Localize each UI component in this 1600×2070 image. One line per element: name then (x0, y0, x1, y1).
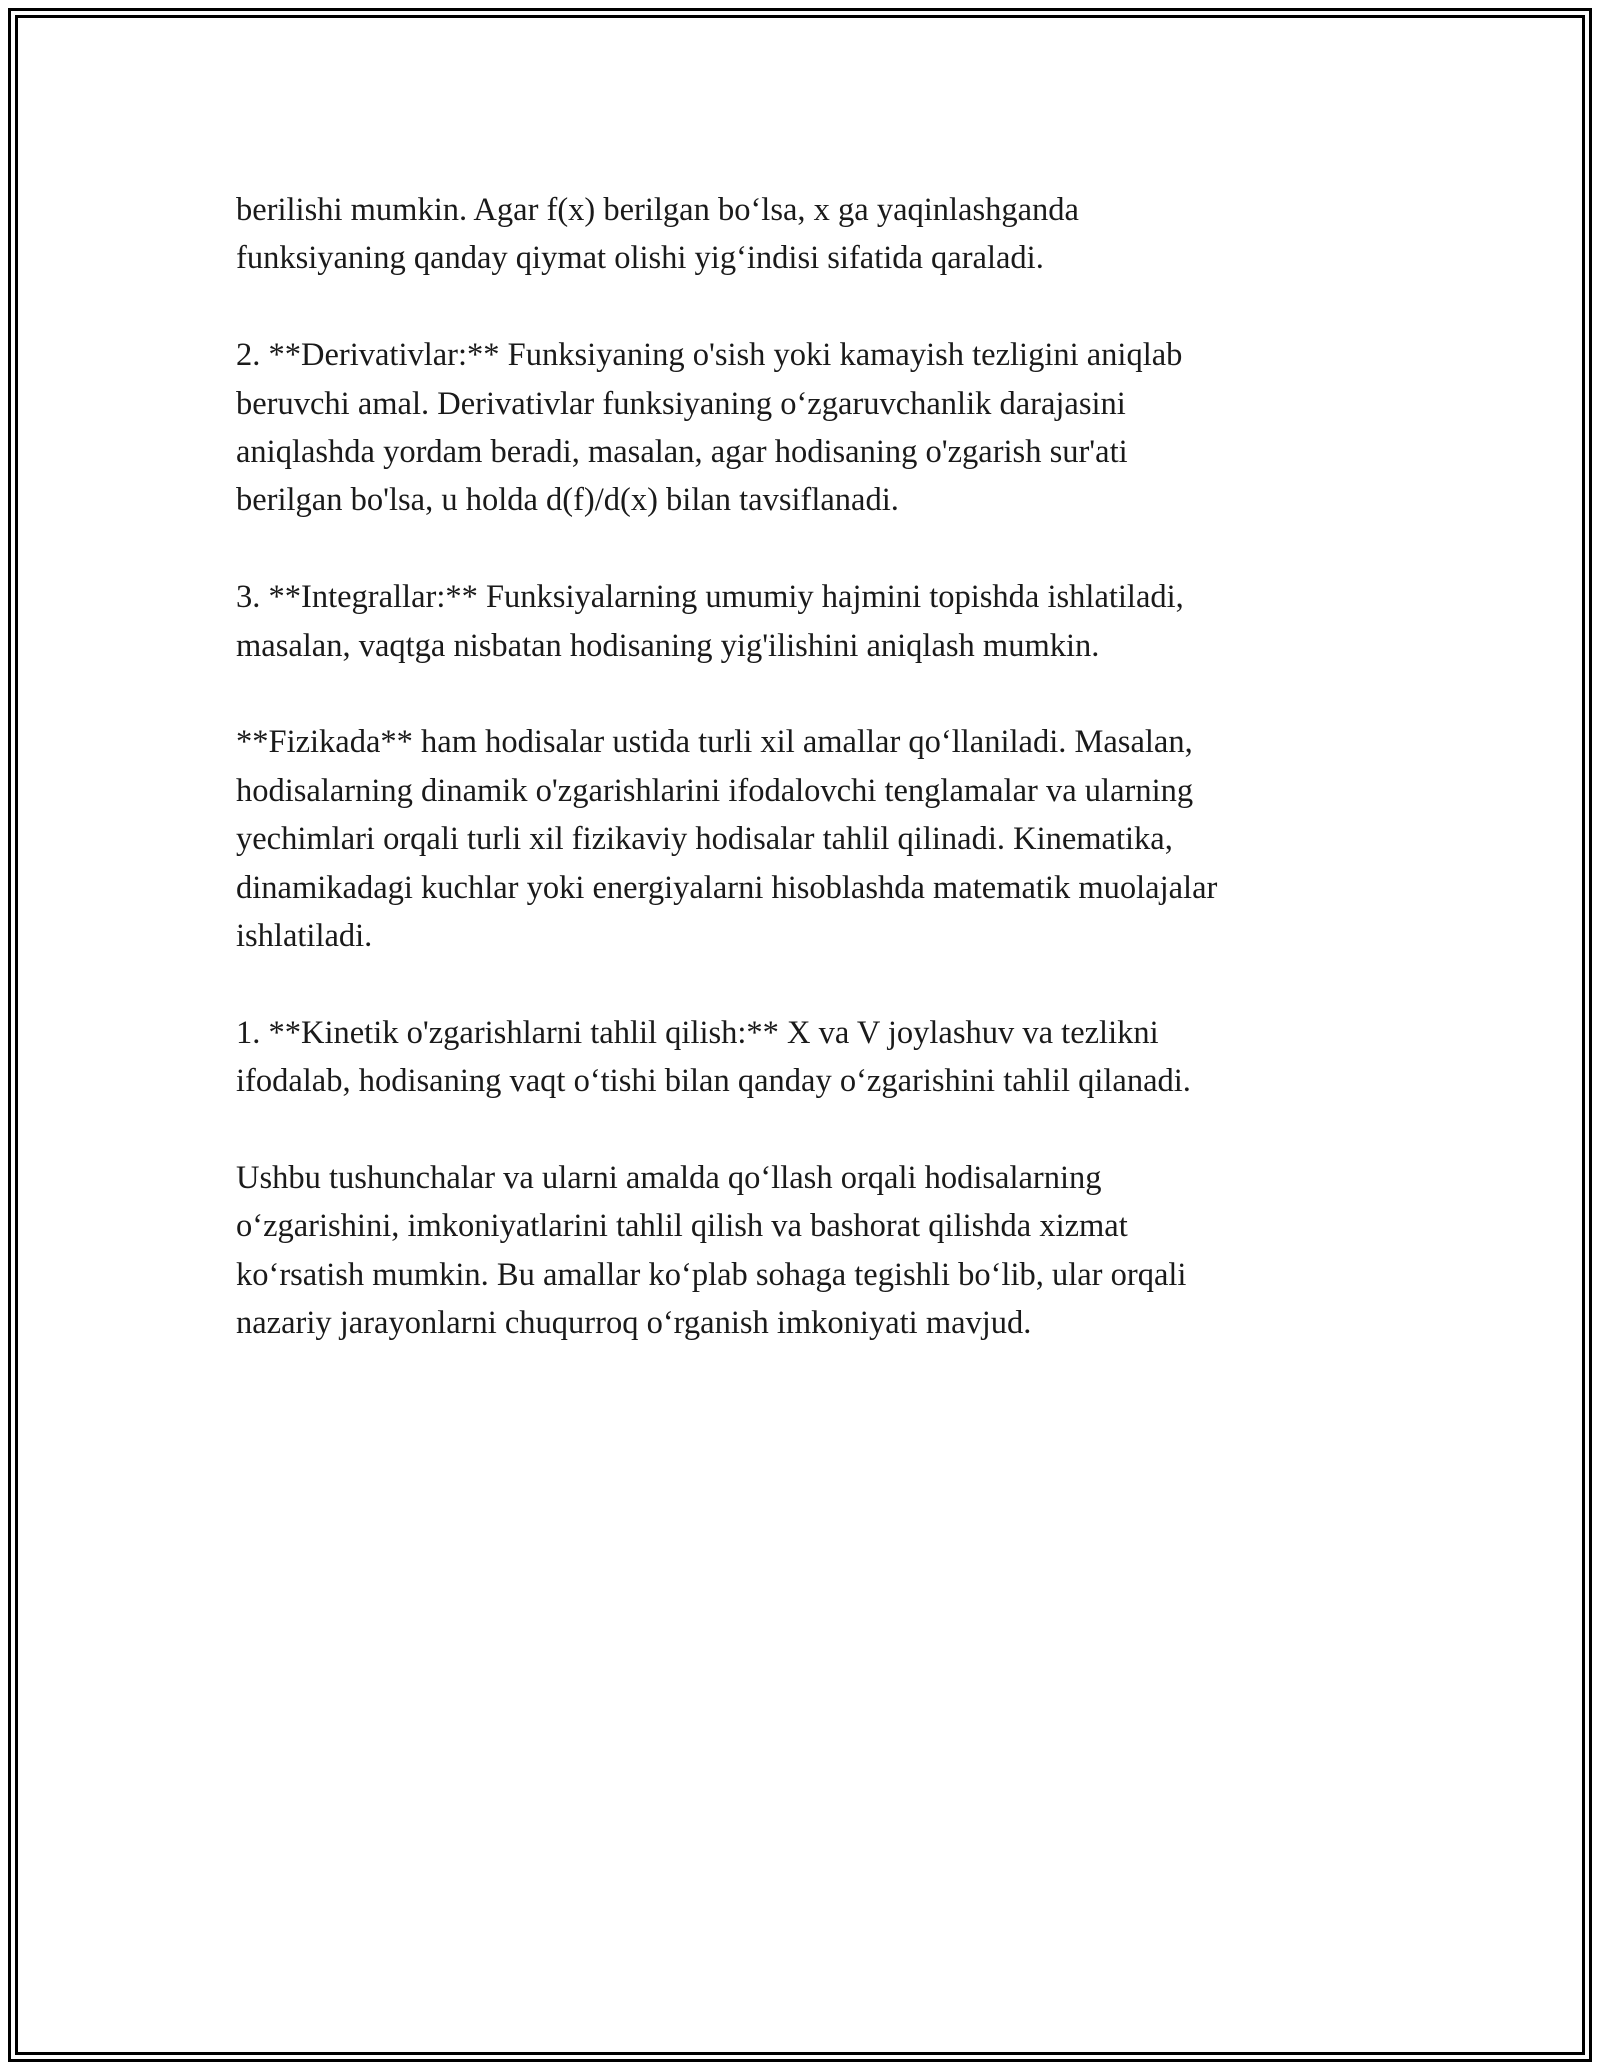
text-line: masalan, vaqtga nisbatan hodisaning yig'ilishini aniqlash mumkin. (236, 627, 1100, 664)
text-line: ko‘rsatish mumkin. Bu amallar ko‘plab sohaga tegishli bo‘lib, ular orqali (236, 1256, 1187, 1293)
text-line: dinamikadagi kuchlar yoki energiyalarni hisoblashda matematik muolajalar (236, 869, 1218, 906)
paragraph-derivatives (236, 331, 1366, 525)
text-line: funksiyaning qanday qiymat olishi yig‘indisi sifatida qaraladi. (236, 240, 1044, 277)
paragraph-kinetic (236, 1009, 1366, 1106)
paragraph-integrals (236, 573, 1366, 670)
text-line: 1. **Kinetik o'zgarishlarni tahlil qilish:** X va V joylashuv va tezlikni (236, 1014, 1159, 1051)
paragraph-conclusion (236, 1154, 1366, 1348)
text-line: berilishi mumkin. Agar f(x) berilgan bo‘lsa, x ga yaqinlashganda (236, 192, 1079, 228)
text-line: nazariy jarayonlarni chuqurroq o‘rganish imkoniyati mavjud. (236, 1305, 1032, 1342)
text-line: Ushbu tushunchalar va ularni amalda qo‘llash orqali hodisalarning (236, 1160, 1102, 1197)
text-line: yechimlari orqali turli xil fizikaviy hodisalar tahlil qilinadi. Kinematika, (236, 821, 1173, 858)
document-body (236, 186, 1366, 1396)
text-line: beruvchi amal. Derivativlar funksiyaning o‘zgaruvchanlik darajasini (236, 385, 1126, 422)
text-line: ishlatiladi. (236, 918, 373, 955)
text-line: o‘zgarishini, imkoniyatlarini tahlil qilish va bashorat qilishda xizmat (236, 1208, 1128, 1245)
text-line: **Fizikada** ham hodisalar ustida turli xil amallar qo‘llaniladi. Masalan, (236, 724, 1193, 761)
paragraph-limits-continuation (236, 186, 1366, 283)
text-line: 2. **Derivativlar:** Funksiyaning o'sish yoki kamayish tezligini aniqlab (236, 337, 1183, 374)
text-line: ifodalab, hodisaning vaqt o‘tishi bilan qanday o‘zgarishini tahlil qilanadi. (236, 1063, 1191, 1100)
text-line: aniqlashda yordam beradi, masalan, agar hodisaning o'zgarish sur'ati (236, 434, 1128, 471)
text-line: hodisalarning dinamik o'zgarishlarini ifodalovchi tenglamalar va ularning (236, 772, 1194, 809)
text-line: berilgan bo'lsa, u holda d(f)/d(x) bilan tavsiflanadi. (236, 482, 899, 519)
text-line: 3. **Integrallar:** Funksiyalarning umumiy hajmini topishda ishlatiladi, (236, 579, 1184, 616)
paragraph-physics (236, 718, 1366, 960)
